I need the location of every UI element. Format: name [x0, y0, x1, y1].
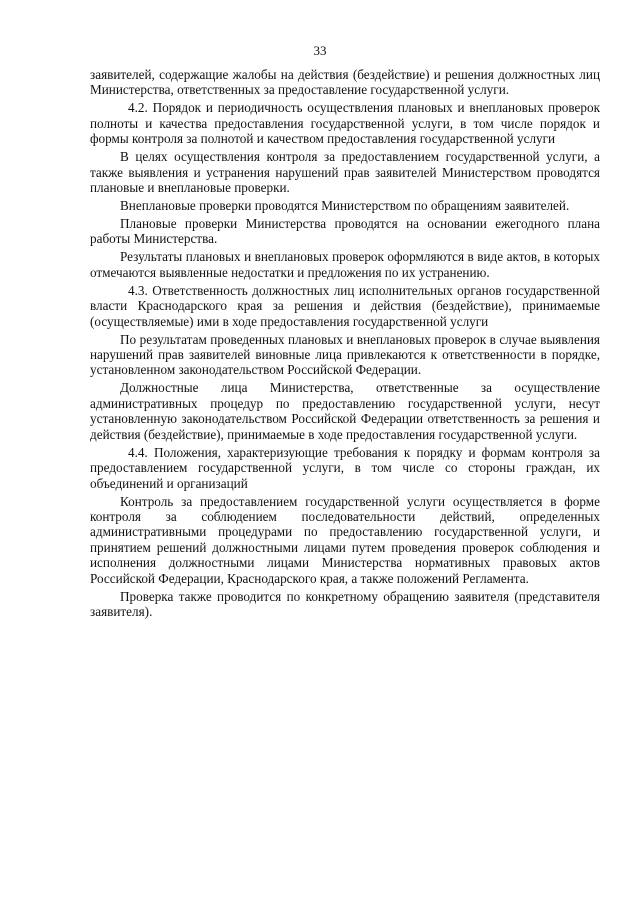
- paragraph-continuation: заявителей, содержащие жалобы на действия (бездействие) и решения должностных лиц Министерства, ответственных за предоставление государственной услуги.: [90, 67, 600, 98]
- page-number: 33: [313, 43, 327, 58]
- paragraph: Внеплановые проверки проводятся Министерством по обращениям заявителей.: [120, 198, 570, 214]
- paragraph: Проверка также проводится по конкретному обращению заявителя (представителя заявителя).: [90, 588, 600, 619]
- document-body: [90, 67, 600, 622]
- paragraph: Должностные лица Министерства, ответственные за осуществление административных процедур по предоставлению государственной услуги, несут установленную законодательством Российской Федерации ответственность за решения и действия (бездействие), принимаемые в ходе предоставления государственной услуги.: [90, 380, 600, 442]
- section-heading-4-3: 4.3. Ответственность должностных лиц исполнительных органов государственной власти Краснодарского края за решения и действия (бездействие), принимаемые (осуществляемые) ими в ходе предоставления государственной услуги: [90, 282, 600, 329]
- section-heading-4-4: 4.4. Положения, характеризующие требования к порядку и формам контроля за предоставлением государственной услуги, в том числе со стороны граждан, их объединений и организаций: [90, 444, 600, 491]
- paragraph: По результатам проведенных плановых и внеплановых проверок в случае выявления нарушений прав заявителей виновные лица привлекаются к ответственности в порядке, установленном законодательством Российской Федерации.: [90, 331, 600, 378]
- paragraph: В целях осуществления контроля за предоставлением государственной услуги, а также выявления и устранения нарушений прав заявителей Министерством проводятся плановые и внеплановые проверки.: [90, 149, 600, 196]
- paragraph: Результаты плановых и внеплановых проверок оформляются в виде актов, в которых отмечаются выявленные недостатки и предложения по их устранению.: [90, 249, 600, 280]
- paragraph: Плановые проверки Министерства проводятся на основании ежегодного плана работы Министерства.: [90, 216, 600, 247]
- section-heading-4-2: 4.2. Порядок и периодичность осуществления плановых и внеплановых проверок полноты и качества предоставления государственной услуги, в том числе порядок и формы контроля за полнотой и качеством предоставления государственной услуги: [90, 100, 600, 147]
- paragraph: Контроль за предоставлением государственной услуги осуществляется в форме контроля за соблюдением последовательности действий, определенных административными процедурами по предоставлению государственной услуги, и принятием решений должностными лицами путем проведения проверок соблюдения и исполнения должностными лицами Министерства нормативных правовых актов Российской Федерации, Краснодарского края, а также положений Регламента.: [90, 493, 600, 586]
